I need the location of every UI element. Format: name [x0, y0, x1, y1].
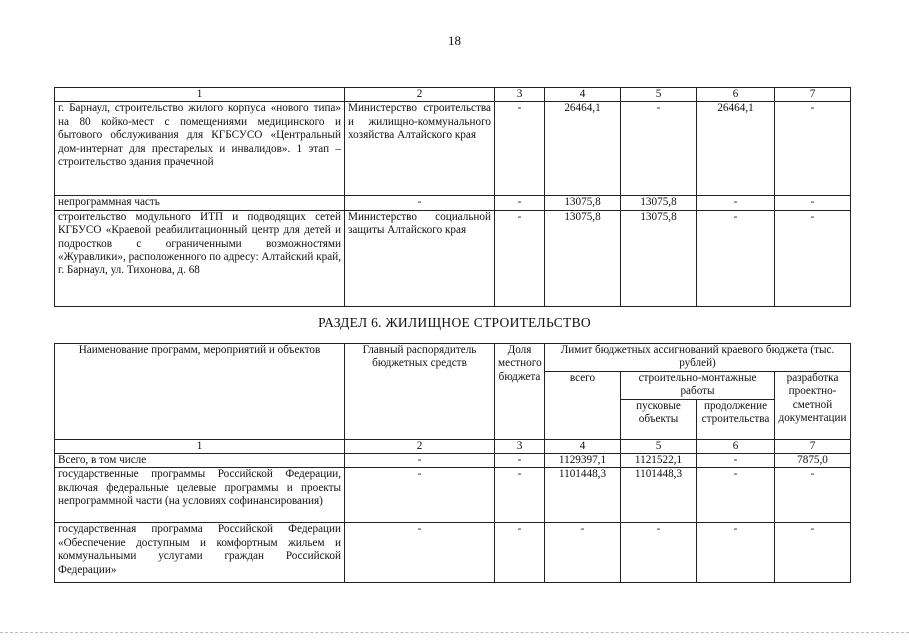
- limit-total: 13075,8: [545, 196, 621, 210]
- section-title: РАЗДЕЛ 6. ЖИЛИЩНОЕ СТРОИТЕЛЬСТВО: [318, 315, 591, 330]
- budget-administrator: -: [345, 523, 495, 583]
- scan-edge-divider: [0, 632, 909, 633]
- local-budget-share: -: [495, 468, 545, 523]
- design-documentation: -: [775, 523, 851, 583]
- table-row: [55, 196, 851, 210]
- budget-table-continued: [54, 87, 851, 307]
- launch-objects: 13075,8: [621, 210, 697, 306]
- design-documentation: -: [775, 196, 851, 210]
- header-local-share: Доля местного бюджета: [495, 344, 545, 440]
- object-name: государственные программы Российской Федерации, включая федеральные целевые программы и проекты непрограммной части (на условиях софинансирования): [55, 468, 345, 523]
- col-number: 6: [697, 88, 775, 102]
- col-number: 1: [55, 88, 345, 102]
- header-continuing: продолжение строительства: [697, 399, 775, 439]
- col-number: 7: [775, 439, 851, 453]
- object-name: Всего, в том числе: [55, 454, 345, 468]
- limit-total: 1129397,1: [545, 454, 621, 468]
- continuing-construction: -: [697, 454, 775, 468]
- budget-administrator: Министерство строительства и жилищно-коммунального хозяйства Алтайского края: [345, 102, 495, 196]
- design-documentation: -: [775, 102, 851, 196]
- continuing-construction: -: [697, 468, 775, 523]
- header-launch: пусковые объекты: [621, 399, 697, 439]
- object-name: г. Барнаул, строительство жилого корпуса «нового типа» на 80 койко-мест с помещениями медицинского и бытового обслуживания для КГБСУСО «Центральный дом-интернат для престарелых и инвалидов». 1 этап – строительство здания прачечной: [55, 102, 345, 196]
- col-number: 3: [495, 88, 545, 102]
- design-documentation: -: [775, 210, 851, 306]
- header-construction: строительно-монтажные работы: [621, 371, 775, 399]
- launch-objects: 13075,8: [621, 196, 697, 210]
- table-row: [55, 523, 851, 583]
- design-documentation: 7875,0: [775, 454, 851, 468]
- header-row: [55, 344, 851, 372]
- budget-administrator: -: [345, 454, 495, 468]
- col-number: 4: [545, 88, 621, 102]
- design-documentation: -: [775, 468, 851, 523]
- continuing-construction: -: [697, 196, 775, 210]
- column-number-row: [55, 88, 851, 102]
- col-number: 2: [345, 88, 495, 102]
- col-number: 5: [621, 88, 697, 102]
- launch-objects: 1121522,1: [621, 454, 697, 468]
- header-design: разработка проектно-сметной документации: [775, 371, 851, 439]
- table-row: [55, 454, 851, 468]
- local-budget-share: -: [495, 102, 545, 196]
- launch-objects: -: [621, 523, 697, 583]
- continuing-construction: 26464,1: [697, 102, 775, 196]
- page-number: 18: [448, 33, 461, 48]
- limit-total: -: [545, 523, 621, 583]
- limit-total: 1101448,3: [545, 468, 621, 523]
- column-number-row: [55, 439, 851, 453]
- continuing-construction: -: [697, 523, 775, 583]
- col-number: 7: [775, 88, 851, 102]
- object-name: строительство модульного ИТП и подводящих сетей КГБУСО «Краевой реабилитационный центр для детей и подростков с ограниченными возможностями «Журавлики», расположенного по адресу: Алтайский край, г. Барнаул, ул. Тихонова, д. 68: [55, 210, 345, 306]
- col-number: 3: [495, 439, 545, 453]
- col-number: 1: [55, 439, 345, 453]
- header-limit: Лимит бюджетных ассигнований краевого бюджета (тыс. рублей): [545, 344, 851, 372]
- launch-objects: 1101448,3: [621, 468, 697, 523]
- launch-objects: -: [621, 102, 697, 196]
- limit-total: 13075,8: [545, 210, 621, 306]
- continuing-construction: -: [697, 210, 775, 306]
- table-row: [55, 210, 851, 306]
- header-total: всего: [545, 371, 621, 439]
- local-budget-share: -: [495, 523, 545, 583]
- budget-administrator: Министерство социальной защиты Алтайского края: [345, 210, 495, 306]
- budget-administrator: -: [345, 196, 495, 210]
- table-row: [55, 468, 851, 523]
- local-budget-share: -: [495, 210, 545, 306]
- header-name: Наименование программ, мероприятий и объектов: [55, 344, 345, 440]
- object-name: непрограммная часть: [55, 196, 345, 210]
- col-number: 6: [697, 439, 775, 453]
- object-name: государственная программа Российской Федерации «Обеспечение доступным и комфортным жильем и коммунальными услугами граждан Российской Федерации»: [55, 523, 345, 583]
- housing-budget-table: [54, 343, 851, 583]
- col-number: 2: [345, 439, 495, 453]
- local-budget-share: -: [495, 196, 545, 210]
- col-number: 4: [545, 439, 621, 453]
- header-administrator: Главный распорядитель бюджетных средств: [345, 344, 495, 440]
- local-budget-share: -: [495, 454, 545, 468]
- budget-administrator: -: [345, 468, 495, 523]
- table-row: [55, 102, 851, 196]
- limit-total: 26464,1: [545, 102, 621, 196]
- col-number: 5: [621, 439, 697, 453]
